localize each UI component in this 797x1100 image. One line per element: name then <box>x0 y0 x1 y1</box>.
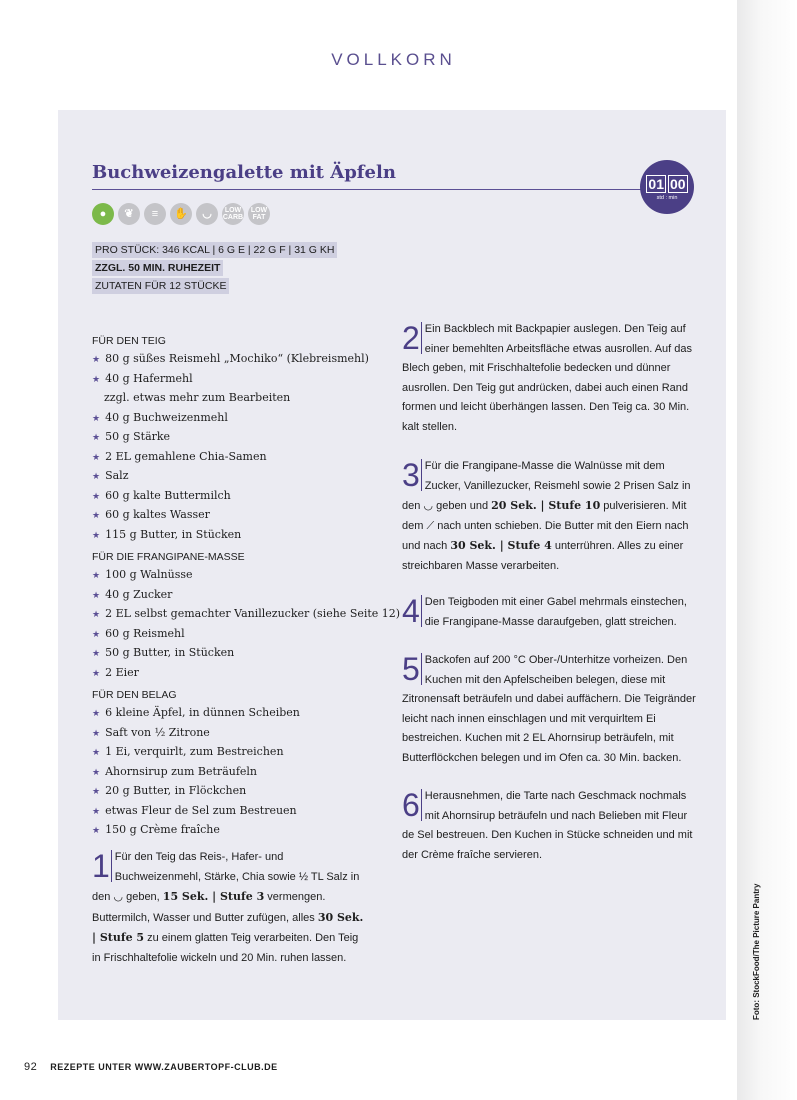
star-bullet-icon: ★ <box>92 826 101 836</box>
step-6 <box>402 787 698 865</box>
star-bullet-icon: ★ <box>92 452 101 463</box>
star-bullet-icon: ★ <box>92 413 101 424</box>
step-text: Herausnehmen, die Tarte nach Geschmack nochmals mit Ahornsirup beträufeln und nach Belieben mit Fleur de Sel bestreuen. Den Kuchen in Stücke schneiden und mit der Crème fraîche servieren. <box>402 790 693 861</box>
rest-time: ZZGL. 50 MIN. RUHEZEIT <box>92 260 223 276</box>
step-number: 4 <box>402 593 420 629</box>
step-5 <box>402 651 698 768</box>
page-number: 92 <box>24 1061 38 1073</box>
ingredient-item: ★ 2 Eier <box>92 665 139 679</box>
ingredient-group-heading: FÜR DEN TEIG <box>92 335 166 347</box>
ingredient-item: ★ etwas Fleur de Sel zum Bestreuen <box>92 803 297 817</box>
ingredient-list <box>92 328 401 840</box>
step-number: 6 <box>402 787 420 823</box>
grain-icon: ≡ <box>144 203 166 225</box>
ingredient-item: ★ 2 EL gemahlene Chia-Samen <box>92 449 267 463</box>
star-bullet-icon: ★ <box>92 629 101 640</box>
ingredient-item: ★ Saft von ½ Zitrone <box>92 725 210 739</box>
star-bullet-icon: ★ <box>92 709 101 719</box>
ingredient-item: ★ 40 g Buchweizenmehl <box>92 410 228 424</box>
recipe-title: Buchweizengalette mit Äpfeln <box>92 162 396 183</box>
step-4 <box>402 593 698 632</box>
leaf-icon: ❦ <box>118 203 140 225</box>
step-number: 2 <box>402 320 420 356</box>
ingredient-item: ★ 50 g Butter, in Stücken <box>92 646 235 659</box>
ingredient-item: ★ Ahornsirup zum Beträufeln <box>92 764 258 778</box>
step-text: Ein Backblech mit Backpapier auslegen. Den Teig auf einer bemehlten Arbeitsfläche etwas ausrollen. Auf das Blech geben, mit Frischhaltefolie bedecken und dünner ausrollen. Den Teig gut andrücken, dabei auch einen Rand formen und leicht überhängen lassen. Den Teig ca. 30 Min. kalt stellen. <box>402 323 693 433</box>
photo-credit: Foto: StockFood/The Picture Pantry <box>752 883 761 1020</box>
star-bullet-icon: ★ <box>92 728 101 739</box>
footer-link[interactable]: REZEPTE UNTER WWW.ZAUBERTOPF-CLUB.DE <box>50 1062 278 1072</box>
ingredient-item: ★ Salz <box>92 469 129 482</box>
step-1 <box>92 848 368 968</box>
step-text: Den Teigboden mit einer Gabel mehrmals einstechen, die Frangipane-Masse daraufgeben, glatt streichen. <box>424 596 687 628</box>
ingredient-item: ★ 60 g kalte Buttermilch <box>92 488 231 502</box>
step-number: 3 <box>402 457 420 493</box>
ingredient-item: ★ 2 EL selbst gemachter Vanillezucker (siehe Seite 12) <box>92 607 401 620</box>
step-3 <box>402 457 698 576</box>
step-text: Backofen auf 200 °C Ober-/Unterhitze vorheizen. Den Kuchen mit den Apfelscheiben belegen, diese mit Zitronensaft beträufeln und dabei auffächern. Die Teigränder leicht nach innen einschlagen und mit verquirltem Ei bestreichen. Kuchen mit 2 EL Ahornsirup beträufeln, mit Butterflöckchen belegen und im Ofen ca. 30 Min. backen. <box>402 654 696 764</box>
star-bullet-icon: ★ <box>92 491 101 502</box>
step-number: 1 <box>92 848 110 884</box>
step-text: Für die Frangipane-Masse die Walnüsse mit dem Zucker, Vanillezucker, Reismehl sowie 2 Prisen Salz in den ◡ geben und 20 Sek. | Stufe 10 pulverisieren. Mit dem ⟋ nach unten schieben. Die Butter mit den Eiern nach und nach 30 Sek. | Stufe 4 unterrühren. Alles zu einer streichbaren Masse verarbeiten. <box>402 460 691 572</box>
star-bullet-icon: ★ <box>92 649 101 659</box>
star-bullet-icon: ★ <box>92 806 101 817</box>
ingredient-item: ★ 60 g kaltes Wasser <box>92 508 210 521</box>
star-bullet-icon: ★ <box>92 610 101 620</box>
star-bullet-icon: ★ <box>92 668 101 679</box>
nutrition-values: PRO STÜCK: 346 KCAL | 6 G E | 22 G F | 31 G KH <box>92 242 337 258</box>
page-footer <box>24 1061 278 1073</box>
timer-badge <box>640 160 694 214</box>
step-2 <box>402 320 698 437</box>
timer-minutes: 00 <box>670 176 686 192</box>
ingredient-item: ★ 150 g Crème fraîche <box>92 823 220 836</box>
star-bullet-icon: ★ <box>92 472 101 482</box>
timer-unit: std : min <box>656 195 678 201</box>
no-lactose-icon: ◡ <box>196 203 218 225</box>
timer-hours: 01 <box>648 176 664 192</box>
ingredient-item: ★ 100 g Walnüsse <box>92 568 193 581</box>
ingredient-item: ★ 80 g süßes Reismehl „Mochiko“ (Klebreismehl) <box>92 352 369 365</box>
tomato-icon: ● <box>92 203 114 225</box>
ingredient-item: ★ 50 g Stärke <box>92 430 171 443</box>
ingredient-item: ★ 60 g Reismehl <box>92 626 185 640</box>
title-divider <box>92 189 662 190</box>
ingredient-item: ★ 40 g Zucker <box>92 587 173 601</box>
low-fat-icon: LOW FAT <box>248 203 270 225</box>
recipe-card <box>58 110 726 1020</box>
star-bullet-icon: ★ <box>92 511 101 521</box>
star-bullet-icon: ★ <box>92 571 101 581</box>
ingredient-group-heading: FÜR DIE FRANGIPANE-MASSE <box>92 551 245 563</box>
star-bullet-icon: ★ <box>92 374 101 385</box>
diet-icons <box>92 203 270 225</box>
star-bullet-icon: ★ <box>92 787 101 797</box>
no-gluten-icon: ✋ <box>170 203 192 225</box>
ingredient-item: ★ 115 g Butter, in Stücken <box>92 527 242 541</box>
yield: ZUTATEN FÜR 12 STÜCKE <box>92 278 229 294</box>
star-bullet-icon: ★ <box>92 767 101 778</box>
ingredient-item: ★ 20 g Butter, in Flöckchen <box>92 784 247 797</box>
step-number: 5 <box>402 651 420 687</box>
low-carb-icon: LOW CARB <box>222 203 244 225</box>
ingredient-item: ★ 6 kleine Äpfel, in dünnen Scheiben <box>92 706 300 719</box>
ingredient-item: ★ 1 Ei, verquirlt, zum Bestreichen <box>92 745 284 758</box>
section-title: VOLLKORN <box>331 50 456 69</box>
ingredient-item: zzgl. etwas mehr zum Bearbeiten <box>104 391 291 404</box>
ingredient-group-heading: FÜR DEN BELAG <box>92 689 177 701</box>
page-edge <box>737 0 797 1100</box>
step-text: Für den Teig das Reis-, Hafer- und Buchweizenmehl, Stärke, Chia sowie ½ TL Salz in den ◡ geben, 15 Sek. | Stufe 3 vermengen. Buttermilch, Wasser und Butter zufügen, alles 30 Sek. | Stufe 5 zu einem glatten Teig verarbeiten. Den Teig in Frischhaltefolie wickeln und 20 Min. ruhen lassen. <box>92 851 364 964</box>
ingredient-item: ★ 40 g Hafermehl <box>92 371 193 385</box>
star-bullet-icon: ★ <box>92 590 101 601</box>
star-bullet-icon: ★ <box>92 530 101 541</box>
nutrition-info <box>92 242 337 296</box>
star-bullet-icon: ★ <box>92 433 101 443</box>
star-bullet-icon: ★ <box>92 355 101 365</box>
star-bullet-icon: ★ <box>92 748 101 758</box>
